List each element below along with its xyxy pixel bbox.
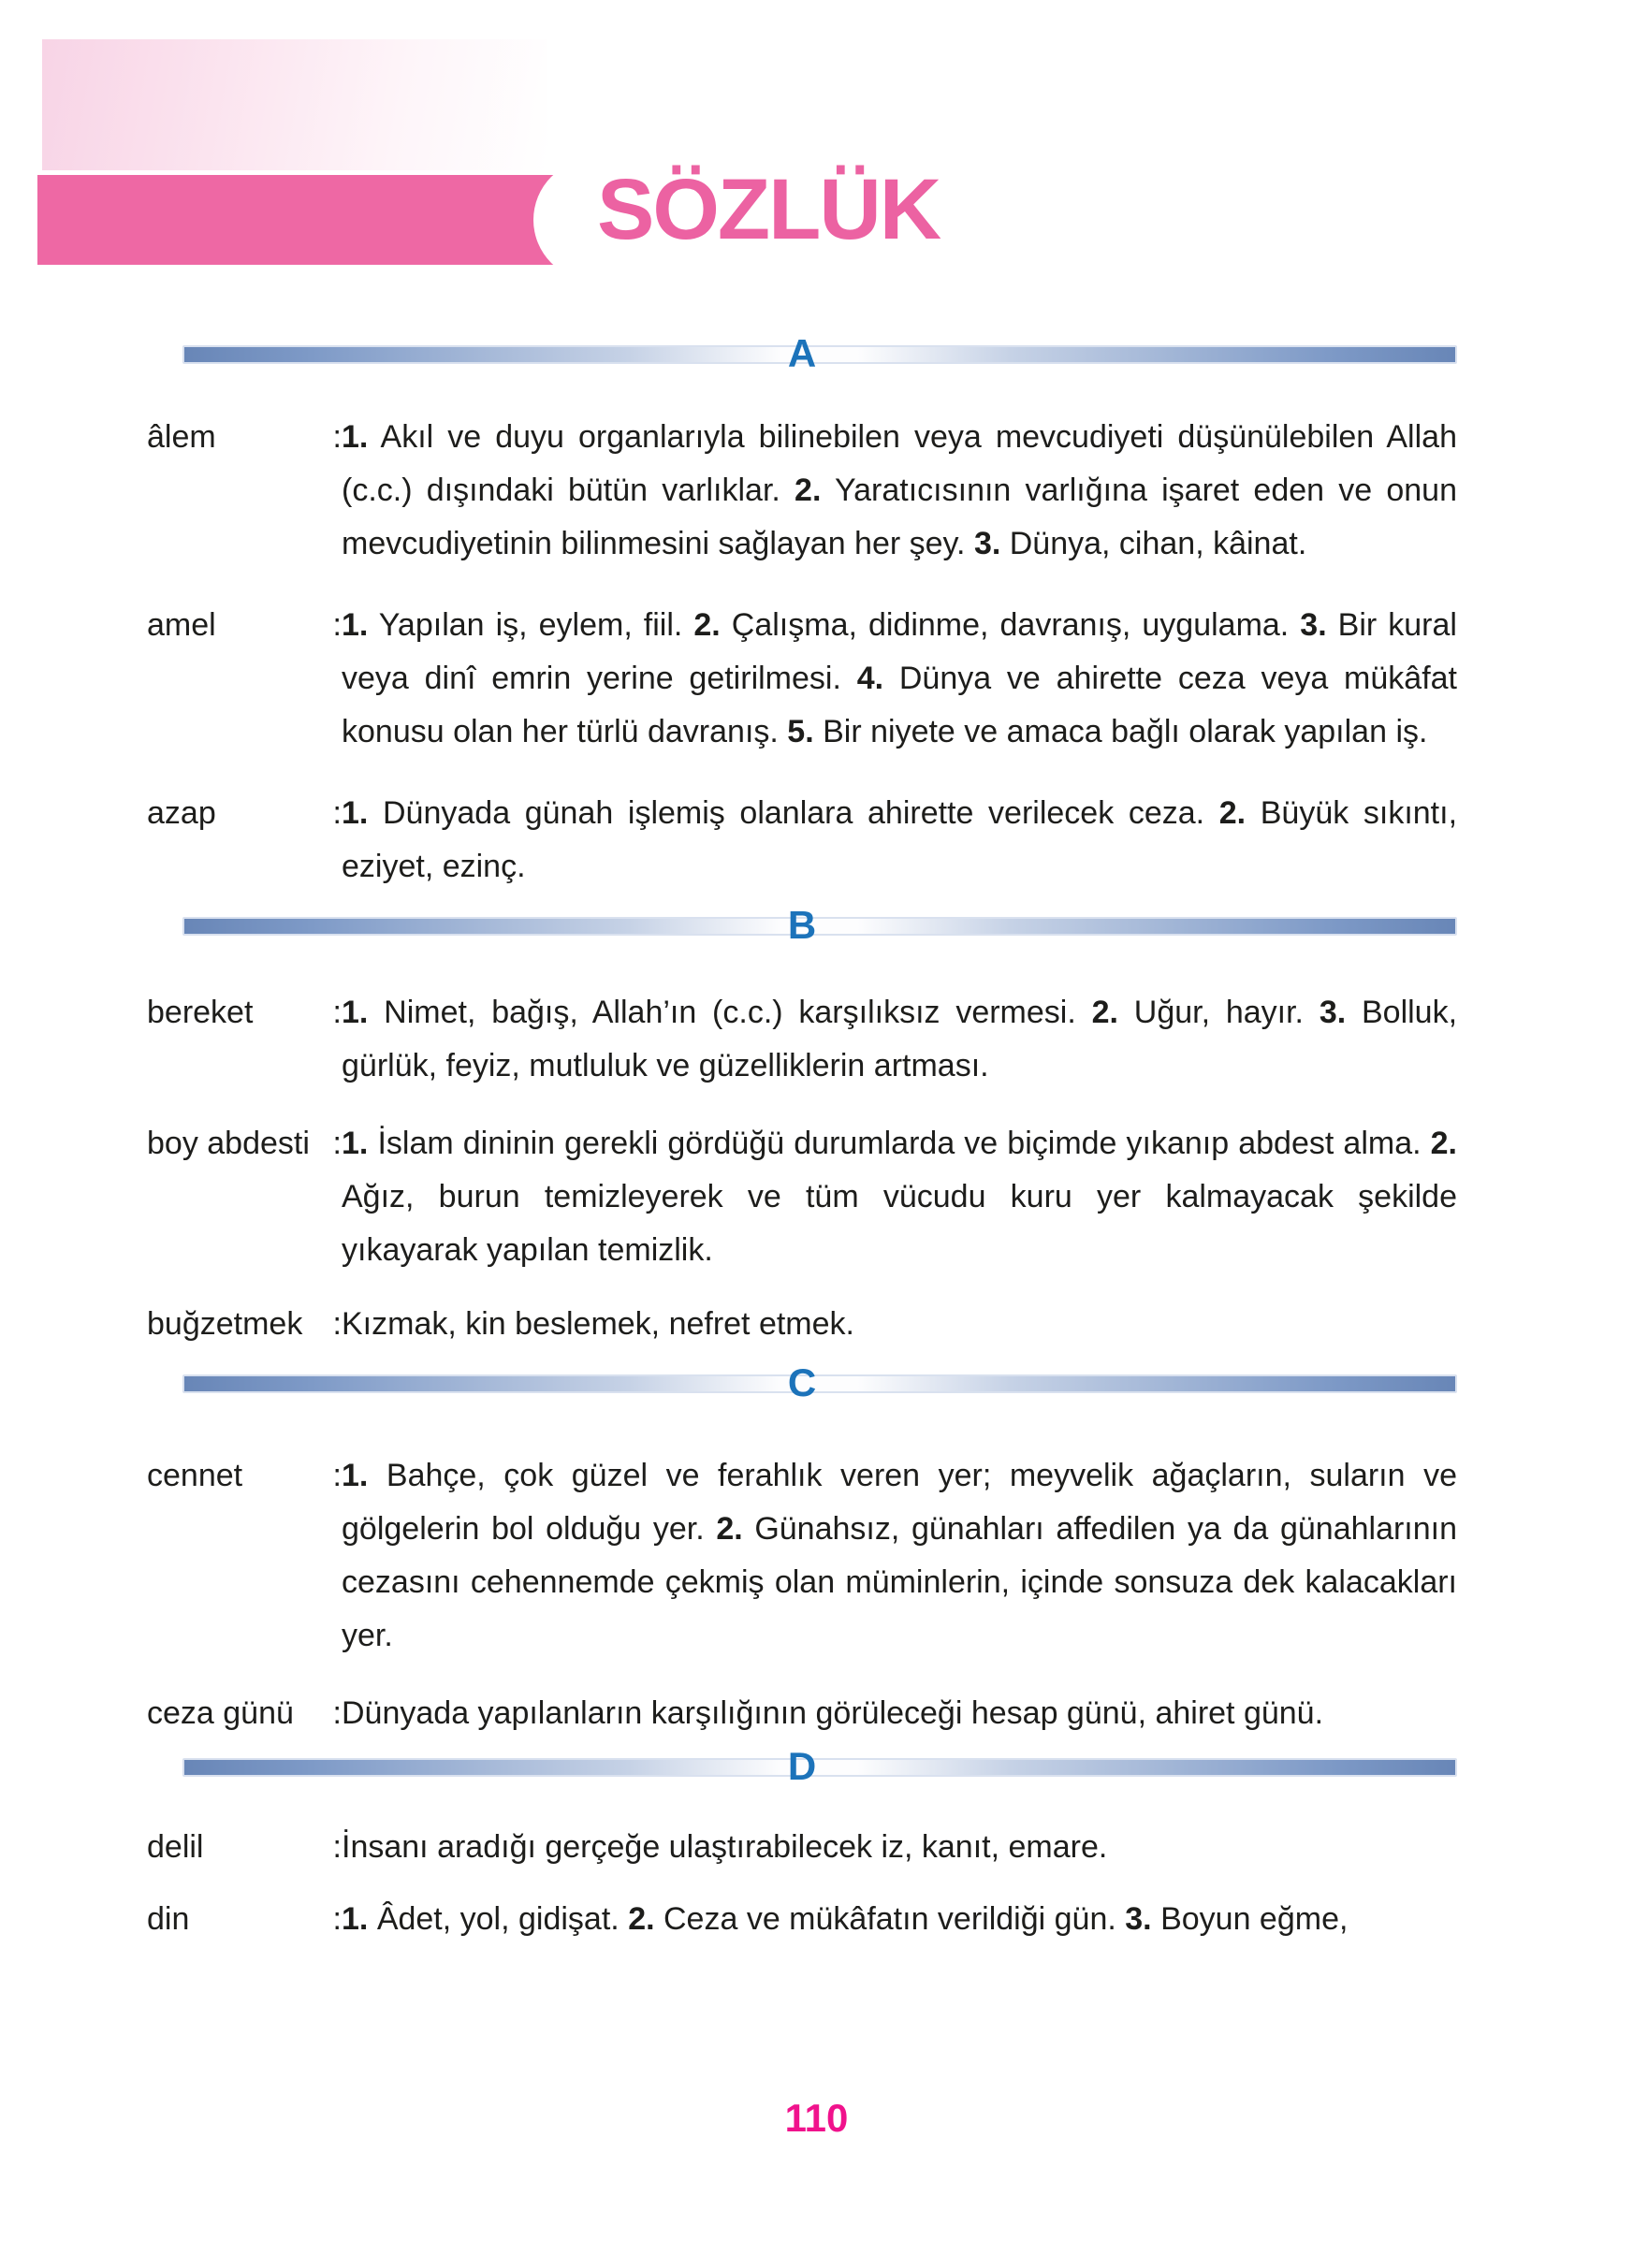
sense-number: 2. — [1430, 1126, 1457, 1161]
entry-term: ceza günü — [147, 1695, 294, 1731]
entry-definition: İnsanı aradığı gerçeğe ulaştırabilecek iz, kanıt, emare. — [342, 1829, 1108, 1865]
entry-definition: 1. Dünyada günah işlemiş olanlara ahirette verilecek ceza. 2. Büyük sıkıntı, eziyet, ezinç. — [342, 795, 1458, 884]
entry-term: âlem — [147, 419, 216, 455]
sense-number: 2. — [628, 1901, 655, 1937]
sense-number: 3. — [973, 526, 1001, 561]
entry-definition: 1. Bahçe, çok güzel ve ferahlık veren yer; meyvelik ağaçların, suların ve gölgelerin bol olduğu yer. 2. Günahsız, günahları affedilen ya da günahlarının cezasını cehennemde çekmiş olan müminlerin, içinde sonsuza dek kalacakları yer. — [342, 1458, 1458, 1653]
sense-number: 1. — [342, 995, 369, 1030]
sense-number: 1. — [342, 795, 369, 831]
entry-colon: : — [332, 1126, 342, 1161]
entry-row — [147, 1298, 1457, 1351]
divider-letter: D — [787, 1743, 817, 1788]
entry-definition: 1. Âdet, yol, gidişat. 2. Ceza ve mükâfatın verildiği gün. 3. Boyun eğme, — [342, 1901, 1349, 1937]
entry-definition: Kızmak, kin beslemek, nefret etmek. — [342, 1306, 854, 1342]
page-title: SÖZLÜK — [597, 162, 940, 257]
entry-definition: 1. Yapılan iş, eylem, fiil. 2. Çalışma, didinme, davranış, uygulama. 3. Bir kural veya dinî emrin yerine getirilmesi. 4. Dünya ve ahirette ceza veya mükâfat konusu olan her türlü davranış. 5. Bir niyete ve amaca bağlı olarak yapılan iş. — [342, 607, 1457, 749]
divider-bar — [182, 1374, 1457, 1393]
entry-term: amel — [147, 607, 216, 643]
glossary — [147, 327, 1457, 1946]
entry-term: boy abdesti — [147, 1126, 310, 1161]
entry-colon: : — [332, 1458, 342, 1493]
sense-number: 1. — [342, 1901, 369, 1937]
header-pink-gradient-block — [42, 39, 547, 170]
entry-term-cell — [147, 599, 342, 652]
entry-term: din — [147, 1901, 190, 1937]
entry-colon: : — [332, 795, 342, 831]
entry-colon: : — [332, 1829, 342, 1865]
sense-number: 1. — [342, 607, 369, 643]
entry-term-cell — [147, 1298, 342, 1351]
sense-number: 1. — [342, 419, 369, 455]
entry-row — [147, 1117, 1457, 1277]
entry-colon: : — [332, 1306, 342, 1342]
entry-term-cell — [147, 411, 342, 464]
sense-number: 2. — [716, 1511, 743, 1547]
entry-colon: : — [332, 1901, 342, 1937]
entry-term: azap — [147, 795, 216, 831]
entry-definition: 1. Akıl ve duyu organlarıyla bilinebilen veya mevcudiyeti düşünülebilen Allah (c.c.) dışındaki bütün varlıklar. 2. Yaratıcısının varlığına işaret eden ve onun mevcudiyetinin bilinmesini sağlayan her şey. 3. Dünya, cihan, kâinat. — [342, 419, 1457, 561]
section-divider-c — [147, 1357, 1457, 1410]
entry-row — [147, 1893, 1457, 1946]
entry-term: buğzetmek — [147, 1306, 303, 1342]
divider-bar — [182, 917, 1457, 936]
sense-number: 5. — [787, 714, 814, 749]
sense-number: 2. — [1218, 795, 1247, 831]
title-bar — [37, 175, 604, 265]
sense-number: 1. — [342, 1126, 369, 1161]
divider-letter: C — [787, 1359, 817, 1404]
sense-number: 2. — [1091, 995, 1118, 1030]
divider-letter: A — [787, 330, 817, 375]
divider-bar — [182, 345, 1457, 364]
sense-number: 1. — [342, 1458, 369, 1493]
sense-number: 3. — [1125, 1901, 1152, 1937]
entry-term-cell — [147, 787, 342, 840]
entry-term: bereket — [147, 995, 254, 1030]
sense-number: 3. — [1319, 995, 1347, 1030]
entry-term-cell — [147, 1449, 342, 1503]
entry-row — [147, 1821, 1457, 1874]
entry-row — [147, 1687, 1457, 1740]
entry-definition: 1. İslam dininin gerekli gördüğü durumlarda ve biçimde yıkanıp abdest alma. 2. Ağız, burun temizleyerek ve tüm vücudu kuru yer kalmayacak şekilde yıkayarak yapılan temizlik. — [342, 1126, 1457, 1268]
section-divider-a — [147, 327, 1457, 381]
page-number: 110 — [784, 2096, 849, 2140]
entry-row — [147, 1449, 1457, 1663]
sense-number: 3. — [1300, 607, 1327, 643]
entry-colon: : — [332, 419, 342, 455]
entry-definition: 1. Nimet, bağış, Allah’ın (c.c.) karşılıksız vermesi. 2. Uğur, hayır. 3. Bolluk, gürlük, feyiz, mutluluk ve güzelliklerin artması. — [342, 995, 1458, 1083]
entry-term-cell — [147, 986, 342, 1040]
entry-term-cell — [147, 1821, 342, 1874]
section-divider-b — [147, 899, 1457, 952]
entry-row — [147, 787, 1457, 894]
entry-colon: : — [332, 1695, 342, 1731]
divider-letter: B — [787, 902, 817, 947]
divider-bar — [182, 1758, 1457, 1777]
entry-term-cell — [147, 1117, 342, 1170]
sense-number: 4. — [856, 661, 884, 696]
section-divider-d — [147, 1740, 1457, 1794]
entry-colon: : — [332, 607, 342, 643]
entry-row — [147, 986, 1457, 1093]
entry-definition: Dünyada yapılanların karşılığının görüleceği hesap günü, ahiret günü. — [342, 1695, 1324, 1731]
entry-term-cell — [147, 1687, 342, 1740]
entry-term: delil — [147, 1829, 204, 1865]
entry-row — [147, 599, 1457, 759]
entry-colon: : — [332, 995, 342, 1030]
entry-row — [147, 411, 1457, 571]
entry-term: cennet — [147, 1458, 243, 1493]
sense-number: 2. — [693, 607, 721, 643]
sense-number: 2. — [795, 472, 822, 508]
entry-term-cell — [147, 1893, 342, 1946]
